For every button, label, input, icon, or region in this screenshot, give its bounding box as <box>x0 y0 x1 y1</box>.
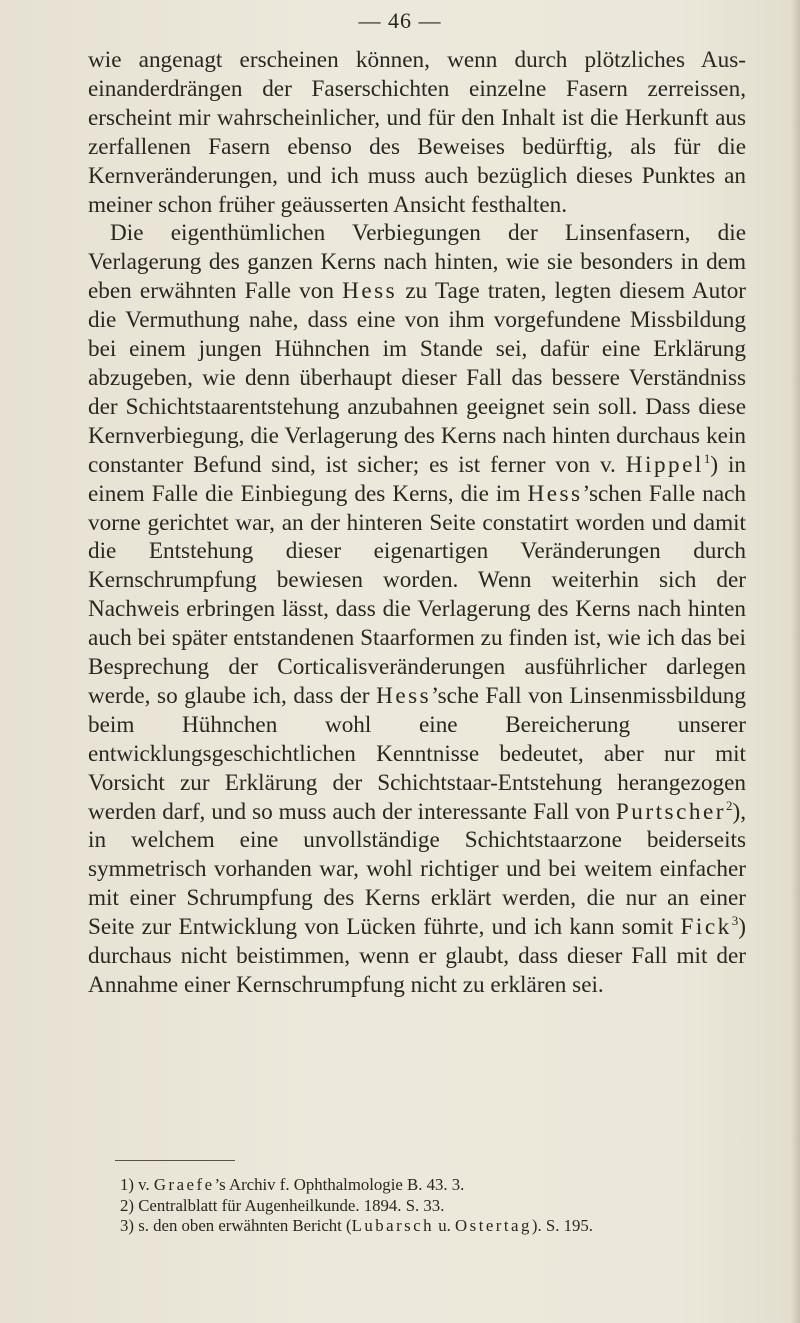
footnote-1 <box>120 1175 760 1196</box>
paragraph-2-text-g: ) durchaus nicht beistimmen, wenn er glaubt, dass dieser Fall mit der Annahme einer Kernschrumpfung nicht zu erklären sei. <box>88 914 746 998</box>
footnotes <box>120 1175 760 1237</box>
paragraph-2-text-a: Die eigenthümlichen Verbiegungen der Linsenfasern, die Verlagerung des ganzen Kerns nach hinten, wie sie besonders in dem eben erwähnten Falle von <box>88 220 746 305</box>
author-name-hess: Hess <box>376 682 432 709</box>
paragraph-2-text-d: ’schen Falle nach vorne gerichtet war, an der hinteren Seite constatirt worden und damit die Entstehung dieser eigenartigen Veränderungen durch Kernschrumpfung bewiesen worden. Wenn weiterhin sich der Nachweis erbringen lässt, dass die Verlagerung des Kerns nach hinten auch bei später entstandenen Staarformen zu finden ist, wie ich das bei Besprechung der Corticalisveränderungen ausführlicher darlegen werde, so glaube ich, dass der <box>88 480 746 709</box>
author-name-hippel: Hippel <box>625 451 704 478</box>
paragraph-1 <box>88 46 746 219</box>
paragraph-2-text-c: ) in einem Falle die Einbiegung des Kerns, die im <box>88 451 746 507</box>
footnote-ref-1: 1 <box>703 450 711 466</box>
footnote-ref-2: 2 <box>725 797 733 813</box>
footnote-3 <box>120 1216 760 1237</box>
page-number: — 46 — <box>358 8 442 33</box>
paragraph-2-text-f: ), in welchem eine unvollständige Schichtstaarzone beiderseits symmetrisch vorhanden war, wohl richtiger und bei weitem einfacher mit einer Schrumpfung des Kerns erklärt werden, die nur an einer Seite zur Entwicklung von Lücken führte, und ich kann somit <box>88 798 746 941</box>
footnote-ref-3: 3 <box>731 913 739 929</box>
footnote-3-text-b: u. <box>434 1216 456 1235</box>
body-text <box>88 46 746 1000</box>
author-name-hess: Hess <box>527 480 583 507</box>
footnote-3-number: 3) <box>120 1216 139 1235</box>
footnote-2-number: 2) <box>120 1195 139 1215</box>
author-name-fick: Fick <box>680 914 732 941</box>
footnote-3-name-lubarsch: Lubarsch <box>351 1216 435 1235</box>
footnote-2 <box>120 1196 760 1217</box>
footnote-3-text-c: ). S. 195. <box>531 1216 593 1235</box>
footnote-2-text: Centralblatt für Augenheilkunde. 1894. S. 33. <box>138 1195 445 1215</box>
footnote-1-number: 1) v. <box>120 1175 154 1194</box>
paragraph-2 <box>88 219 746 999</box>
footnote-3-text-a: s. den oben erwähnten Bericht ( <box>138 1216 352 1235</box>
paragraph-2-text-b: zu Tage traten, legten diesem Autor die Vermuthung nahe, dass eine von ihm vorgefundene Missbildung bei einem jungen Hühnchen im Stande sei, dafür eine Erklärung abzugeben, wie denn überhaupt dieser Fall das bessere Verständniss der Schichtstaarentstehung anzubahnen geeignet sein soll. Dass diese Kernverbiegung, die Verlagerung des Kerns nach hinten durchaus kein constanter Befund sind, ist sicher; es ist ferner von v. <box>88 278 747 478</box>
footnote-rule <box>115 1160 235 1161</box>
author-name-purtscher: Purtscher <box>615 798 726 825</box>
author-name-hess: Hess <box>342 278 398 305</box>
page-edge-shadow <box>790 0 800 1323</box>
paragraph-1-text: wie angenagt erscheinen können, wenn durch plötzliches Auseinanderdrängen der Faserschichten einzelne Fasern zerreissen, erscheint mir wahrscheinlicher, und für den Inhalt ist die Herkunft aus zerfallenen Fasern ebenso des Beweises bedürftig, als für die Kernveränderungen, und ich muss auch bezüglich dieses Punktes an meiner schon früher geäusserten Ansicht festhalten. <box>88 47 746 218</box>
paragraph-2-text-e: ’sche Fall von Linsenmissbildung beim Hühnchen wohl eine Bereicherung unserer entwicklungsgeschichtlichen Kenntnisse bedeutet, aber nur mit Vorsicht zur Erklärung der Schichtstaar-Entstehung herangezogen werden darf, und so muss auch der interessante Fall von <box>88 682 746 825</box>
footnote-1-text: ’s Archiv f. Ophthalmologie B. 43. 3. <box>214 1175 465 1194</box>
footnote-3-name-ostertag: Ostertag <box>455 1216 532 1235</box>
footnote-1-name: Graefe <box>153 1175 215 1194</box>
